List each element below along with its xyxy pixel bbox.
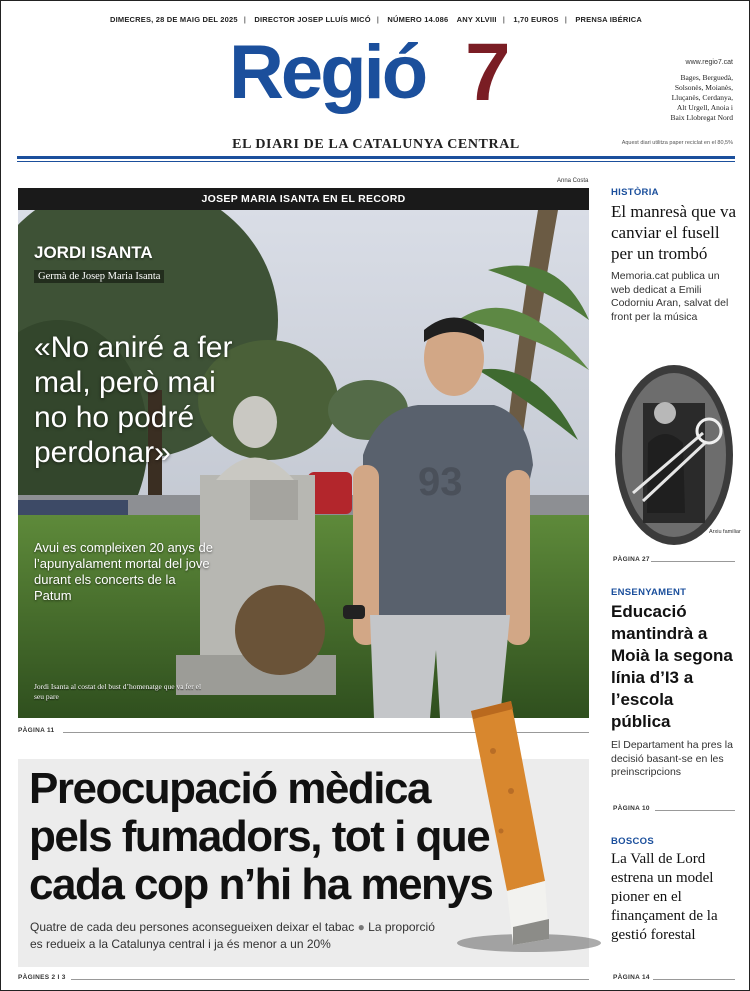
region-line: Baix Llobregat Nord <box>670 113 733 122</box>
region-line: Bages, Berguedà, <box>680 73 733 82</box>
issue-year: ANY XLVIII <box>456 15 497 24</box>
region-line: Lluçanès, Cerdanya, <box>671 93 733 102</box>
issue-date: DIMECRES, 28 DE MAIG DEL 2025 <box>109 15 238 24</box>
masthead-divider-thin <box>17 161 735 162</box>
feature-photo-caption: Jordi Isanta al costat del bust d’homenatge que va fer el seu pare <box>34 682 202 701</box>
shirt-number: 93 <box>418 460 463 504</box>
smokers-subtext <box>30 919 440 953</box>
story-kicker: ENSENYAMENT <box>611 587 687 598</box>
trombone-player-photo[interactable] <box>613 363 735 547</box>
story-dek: Memoria.cat publica un web dedicat a Emili Codorniu Aran, salvat del front per la música <box>611 270 729 323</box>
masthead-info-bar: DIMECRES, 28 DE MAIG DEL 2025 | DIRECTOR JOSEP LLUÍS MICÓ | NÚMERO 14.086 ANY XLVIII | 1,70 EUROS | PRENSA IBÉRICA <box>109 15 643 24</box>
story-dek: El Departament ha pres la decisió basant-se en les preinscripcions <box>611 739 733 778</box>
director: DIRECTOR JOSEP LLUÍS MICÓ <box>254 15 371 24</box>
trombone-photo-credit: Arxiu familiar <box>709 529 741 535</box>
sidebar-story-history[interactable] <box>611 187 737 324</box>
feature-subtext: Avui es compleixen 20 anys de l’apunyalament mortal del jove durant els concerts de la Patum <box>34 540 213 603</box>
page-ref-rule <box>653 979 735 980</box>
coverage-regions <box>623 73 733 123</box>
page-ref-rule <box>71 979 589 980</box>
smokers-headline[interactable]: Preocupació mèdica pels fumadors, tot i que cada cop n’hi ha menys <box>29 764 493 909</box>
recycled-paper-note: Aquest diari utilitza paper reciclat en el 80,5% <box>621 140 733 146</box>
feature-quote[interactable]: «No aniré a fer mal, però mai no ho podré perdonar» <box>34 331 233 469</box>
newspaper-logo[interactable] <box>229 27 529 118</box>
page-ref-rule <box>651 561 735 562</box>
sidebar-story-education[interactable] <box>611 587 737 780</box>
feature-section-bar[interactable]: JOSEP MARIA ISANTA EN EL RECORD <box>18 188 589 210</box>
page-ref-rule <box>655 810 735 811</box>
person-name: JORDI ISANTA <box>34 243 153 262</box>
story3-page-ref[interactable]: PÀGINA 14 <box>613 974 650 981</box>
bullet-icon: ● <box>357 920 365 934</box>
tagline: EL DIARI DE LA CATALUNYA CENTRAL <box>232 137 520 152</box>
logo-wordmark: Regió <box>229 30 426 115</box>
masthead-divider <box>17 156 735 159</box>
story-headline[interactable]: Educació mantindrà a Moià la segona línia d’I3 a l’escola pública <box>611 602 733 731</box>
feature-page-ref[interactable]: PÀGINA 11 <box>18 727 55 734</box>
logo-number: 7 <box>465 27 511 118</box>
feature-photo-credit: Anna Costa <box>557 178 589 184</box>
story-headline[interactable]: El manresà que va canviar el fusell per un trombó <box>611 202 737 263</box>
story-headline[interactable]: La Vall de Lord estrena un model pioner en el finançament de la gestió forestal <box>611 851 718 943</box>
issue-number: NÚMERO 14.086 <box>387 15 449 24</box>
website-link[interactable]: www.regio7.cat <box>685 59 733 66</box>
region-line: Solsonès, Moianès, <box>674 83 733 92</box>
smokers-subtext-part1: Quatre de cada deu persones aconsegueixen deixar el tabac <box>30 920 355 934</box>
story2-page-ref[interactable]: PÀGINA 10 <box>613 805 650 812</box>
cigarette-butt-image <box>441 691 601 961</box>
sidebar-story-forests[interactable] <box>611 836 737 945</box>
story-kicker: HISTÒRIA <box>611 187 659 198</box>
person-role: Germà de Josep Maria Isanta <box>34 270 164 283</box>
issue-price: 1,70 EUROS <box>513 15 559 24</box>
region-line: Alt Urgell, Anoia i <box>676 103 733 112</box>
smokers-subtext-part2: La proporció es redueix a la Catalunya central i ja és menor a un 20% <box>30 920 435 951</box>
smokers-page-ref[interactable]: PÀGINES 2 I 3 <box>18 974 66 981</box>
story1-page-ref[interactable]: PÀGINA 27 <box>613 556 650 563</box>
feature-photo[interactable] <box>18 210 589 718</box>
publisher-group: PRENSA IBÉRICA <box>575 15 643 24</box>
story-kicker: BOSCOS <box>611 836 654 847</box>
